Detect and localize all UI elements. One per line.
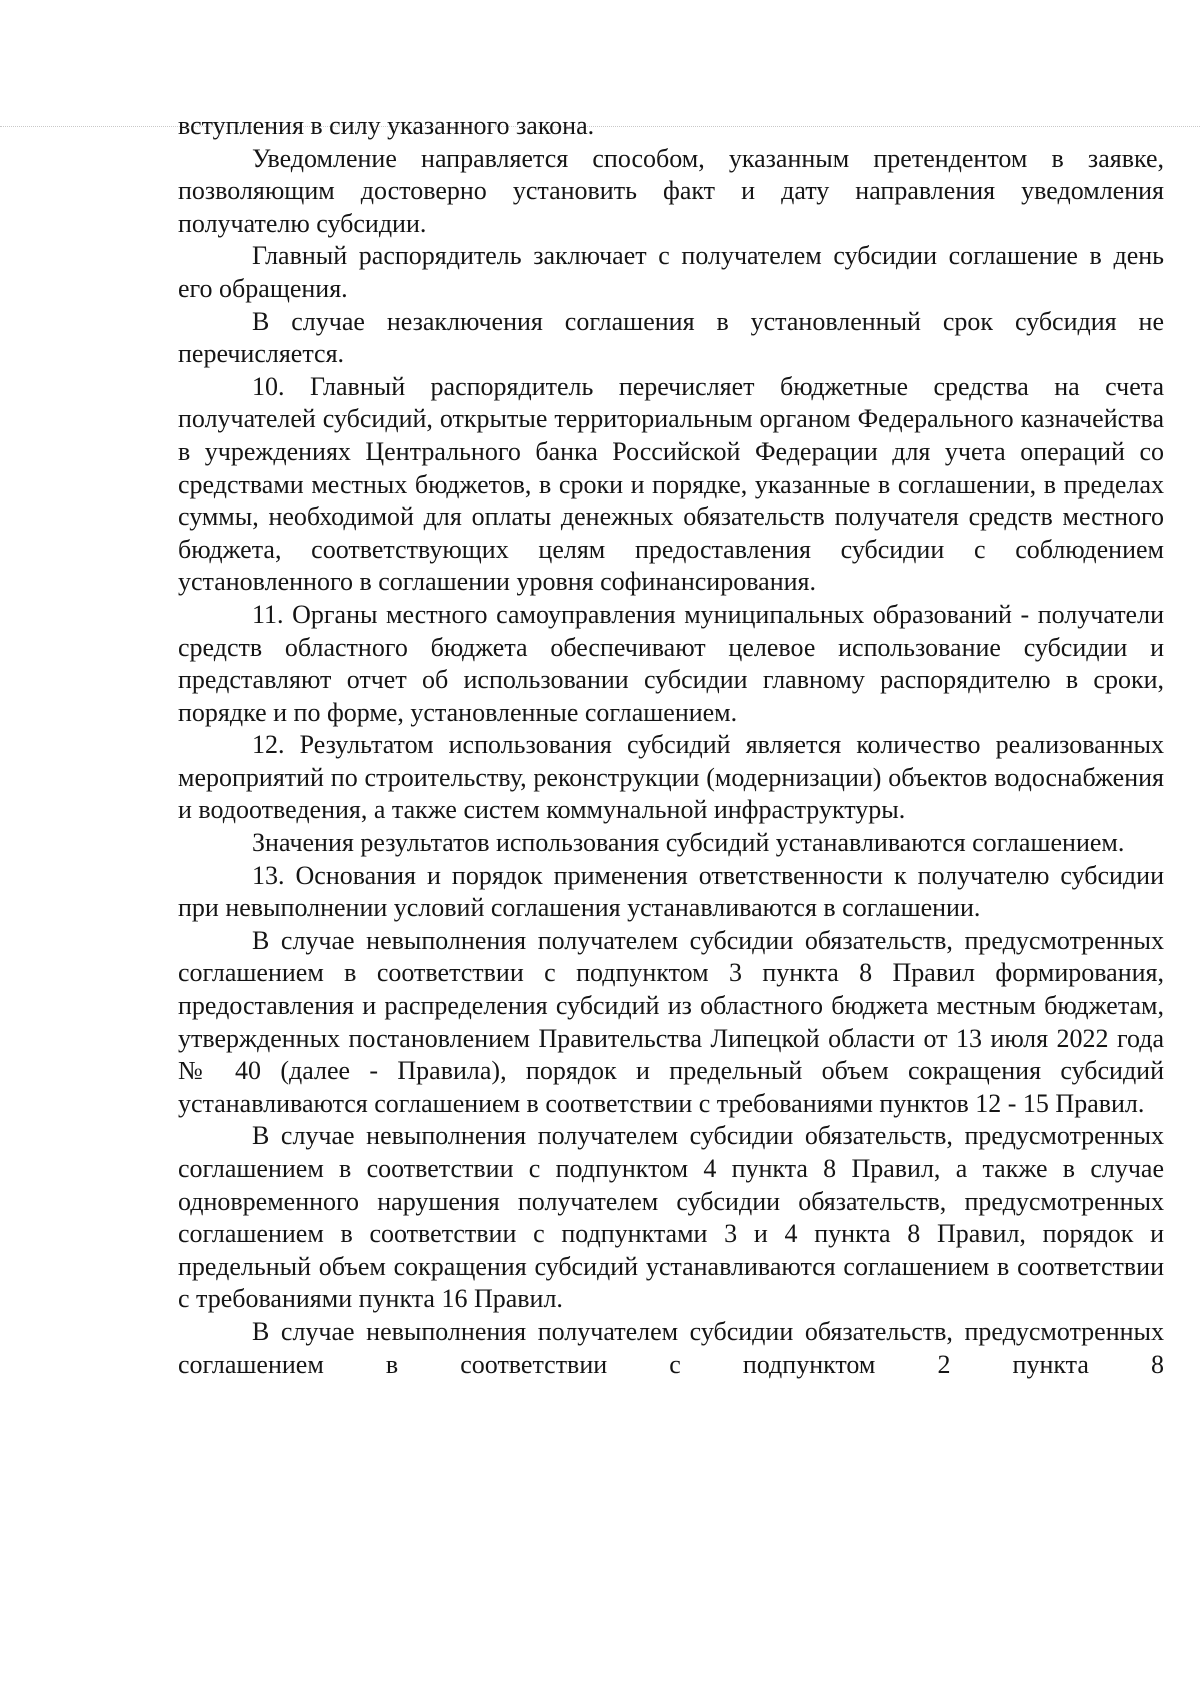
paragraph-item-11: 11. Органы местного самоуправления муниципальных образований - получатели средств областного бюджета обеспечивают целевое использование субсидии и представляют отчет об использовании субсидии главному распорядителю в сроки, порядке и по форме, установленные соглашением. xyxy=(178,599,1164,727)
paragraph-item-13: 13. Основания и порядок применения ответственности к получателю субсидии при невыполнении условий соглашения устанавливаются в соглашении. xyxy=(178,860,1164,923)
document-body xyxy=(178,110,1164,1381)
paragraph-item-12: 12. Результатом использования субсидий является количество реализованных мероприятий по строительству, реконструкции (модернизации) объектов водоснабжения и водоотведения, а также систем коммунальной инфраструктуры. xyxy=(178,730,1164,825)
paragraph-failure-subclause-2: В случае невыполнения получателем субсидии обязательств, предусмотренных соглашением в соответствии с подпунктом 2 пункта 8 xyxy=(178,1316,1164,1379)
paragraph-notification-method: Уведомление направляется способом, указанным претендентом в заявке, позволяющим достоверно установить факт и дату направления уведомления получателю субсидии. xyxy=(178,143,1164,238)
paragraph-item-10: 10. Главный распорядитель перечисляет бюджетные средства на счета получателей субсидий, открытые территориальным органом Федерального казначейства в учреждениях Центрального банка Российской Федерации для учета операций со средствами местных бюджетов, в сроки и порядке, указанные в соглашении, в пределах суммы, необходимой для оплаты денежных обязательств получателя средств местного бюджета, соответствующих целям предоставления субсидии с соблюдением установленного в соглашении уровня софинансирования. xyxy=(178,371,1164,597)
paragraph-failure-subclause-4: В случае невыполнения получателем субсидии обязательств, предусмотренных соглашением в соответствии с подпунктом 4 пункта 8 Правил, а также в случае одновременного нарушения получателем субсидии обязательств, предусмотренных соглашением в соответствии с подпунктами 3 и 4 пункта 8 Правил, порядок и предельный объем сокращения субсидий устанавливаются соглашением в соответствии с требованиями пункта 16 Правил. xyxy=(178,1121,1164,1314)
paragraph-non-conclusion: В случае незаключения соглашения в установленный срок субсидия не перечисляется. xyxy=(178,306,1164,369)
paragraph-law-entry-continuation: вступления в силу указанного закона. xyxy=(178,111,595,140)
paragraph-result-values: Значения результатов использования субсидий устанавливаются соглашением. xyxy=(252,828,1125,858)
paragraph-agreement-conclusion: Главный распорядитель заключает с получателем субсидии соглашение в день его обращения. xyxy=(178,241,1164,303)
paragraph-failure-subclause-3: В случае невыполнения получателем субсидии обязательств, предусмотренных соглашением в соответствии с подпунктом 3 пункта 8 Правил формирования, предоставления и распределения субсидий из областного бюджета местным бюджетам, утвержденных постановлением Правительства Липецкой области от 13 июля 2022 года № 40 (далее - Правила), порядок и предельный объем сокращения субсидий устанавливаются соглашением в соответствии с требованиями пунктов 12 - 15 Правил. xyxy=(178,925,1164,1118)
